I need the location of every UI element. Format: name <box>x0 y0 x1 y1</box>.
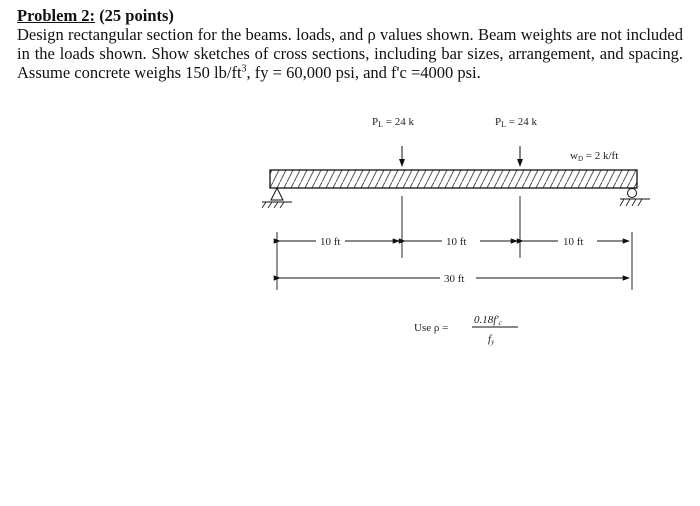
dim-total-label: 30 ft <box>444 273 465 285</box>
dim-mid-label: 10 ft <box>446 236 467 248</box>
problem-text-b: , fy = 60,000 psi, and f'c =4000 psi. <box>246 62 481 82</box>
problem-points: (25 points) <box>95 6 174 25</box>
problem-text-sup: 3 <box>241 63 247 75</box>
right-support <box>620 189 650 207</box>
use-rho-label: Use ρ = <box>414 322 449 334</box>
rho-denominator: fy <box>488 333 495 346</box>
left-support <box>262 188 292 208</box>
dead-load-label: wD = 2 k/ft <box>570 150 619 163</box>
rho-numerator: 0.18f'c <box>474 314 502 327</box>
problem-number: Problem 2: <box>17 6 96 25</box>
problem-text-a: Design rectangular section for the beams. loads, and ρ values shown. Beam weights are not included in the loads shown. Show sketches of cross sections, including bar sizes, arrangement, and spacing. Assume concrete weighs 150 lb/ft <box>17 25 683 82</box>
load-right-label: PL = 24 k <box>495 116 537 129</box>
dim-left-label: 10 ft <box>320 236 341 248</box>
dim-right-label: 10 ft <box>563 236 584 248</box>
beam <box>270 170 637 188</box>
load-left-label: PL = 24 k <box>372 116 414 129</box>
